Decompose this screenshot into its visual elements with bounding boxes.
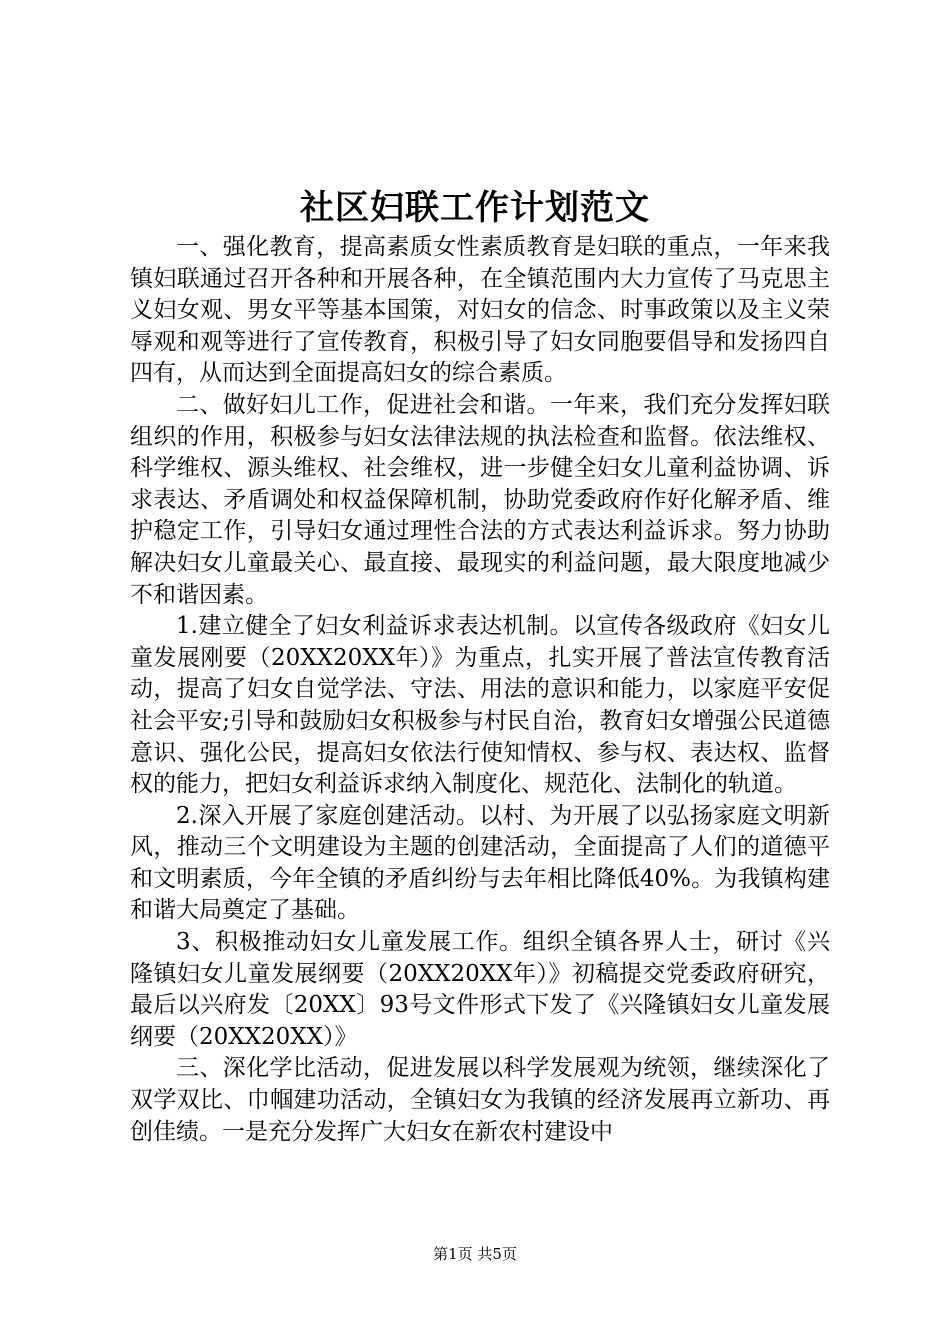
paragraph-5: 3、积极推动妇女儿童发展工作。组织全镇各界人士，研讨《兴隆镇妇女儿童发展纲要（20XX20XX年）》初稿提交党委政府研究，最后以兴府发〔20XX〕93号文件形式下发了《兴隆镇妇女儿童发展纲要（20XX20XX）》	[130, 929, 830, 1050]
document-body	[130, 232, 830, 1148]
paragraph-6: 三、深化学比活动，促进发展以科学发展观为统领，继续深化了双学双比、巾帼建功活动，全镇妇女为我镇的经济发展再立新功、再创佳绩。一是充分发挥广大妇女在新农村建设中	[130, 1055, 830, 1145]
page-footer: 第1页 共5页	[433, 1245, 517, 1263]
document-title: 社区妇联工作计划范文	[300, 188, 650, 228]
paragraph-2: 二、做好妇儿工作，促进社会和谐。一年来，我们充分发挥妇联组织的作用，积极参与妇女法律法规的执法检查和监督。依法维权、科学维权、源头维权、社会维权，进一步健全妇女儿童利益协调、诉求表达、矛盾调处和权益保障机制，协助党委政府作好化解矛盾、维护稳定工作，引导妇女通过理性合法的方式表达利益诉求。努力协助解决妇女儿童最关心、最直接、最现实的利益问题，最大限度地减少不和谐因素。	[130, 391, 830, 608]
paragraph-1: 一、强化教育，提高素质女性素质教育是妇联的重点，一年来我镇妇联通过召开各种和开展各种，在全镇范围内大力宣传了马克思主义妇女观、男女平等基本国策，对妇女的信念、时事政策以及主义荣辱观和观等进行了宣传教育，积极引导了妇女同胞要倡导和发扬四自四有，从而达到全面提高妇女的综合素质。	[130, 234, 830, 387]
paragraph-4: 2.深入开展了家庭创建活动。以村、为开展了以弘扬家庭文明新风，推动三个文明建设为主题的创建活动，全面提高了人们的道德平和文明素质，今年全镇的矛盾纠纷与去年相比降低40%。为我镇构建和谐大局奠定了基础。	[130, 802, 830, 924]
paragraph-3: 1.建立健全了妇女利益诉求表达机制。以宣传各级政府《妇女儿童发展刚要（20XX20XX年）》为重点，扎实开展了普法宣传教育活动，提高了妇女自觉学法、守法、用法的意识和能力，以家庭平安促社会平安;引导和鼓励妇女积极参与村民自治，教育妇女增强公民道德意识、强化公民，提高妇女依法行使知情权、参与权、表达权、监督权的能力，把妇女利益诉求纳入制度化、规范化、法制化的轨道。	[130, 613, 830, 798]
